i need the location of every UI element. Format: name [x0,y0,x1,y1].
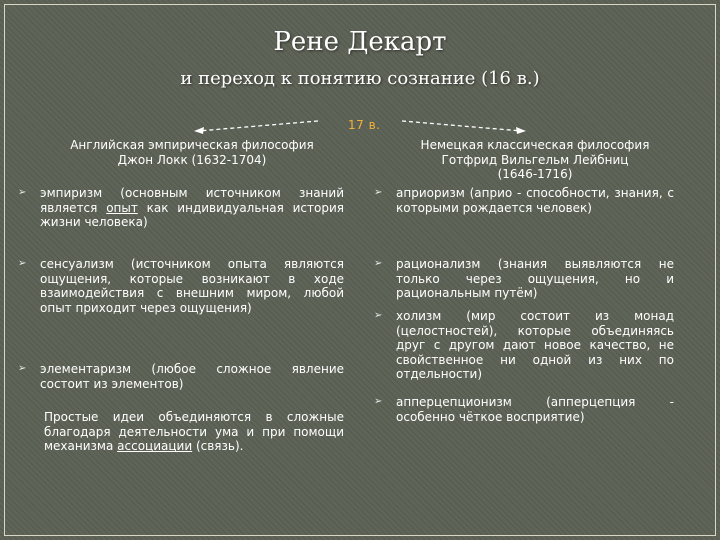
left-item-text: как индивидуальная история жизни человека) [40,200,344,230]
arrowhead-bullet-icon: ➢ [18,258,27,269]
paragraph-text: Простые идеи объединяются в сложные благодаря деятельности ума и при помощи механизма [44,410,344,454]
left-item-empiricism [18,186,344,230]
arrowhead-bullet-icon: ➢ [374,258,383,269]
left-branch-arrow [198,121,318,131]
left-item-text: сенсуализм (источником опыта являются ощущения, которые возникают в ходе взаимодействия с внешним миром, любой опыт приходит через ощущения) [40,257,344,315]
right-item-apperceptionism [374,395,674,424]
branch-arrows [0,0,720,160]
left-arrowhead [194,127,204,134]
left-item-elementarism [18,362,344,391]
paragraph-underlined: ассоциации [117,439,193,454]
slide-subtitle: и переход к понятию сознание (16 в.) [180,68,540,89]
arrowhead-bullet-icon: ➢ [374,187,383,198]
slide-title: Рене Декарт [273,27,447,57]
right-item-apriorism [374,186,674,215]
left-philosopher: Джон Локк (1632-1704) [117,152,267,167]
left-item-text: эмпиризм (основным источником знаний является [40,186,344,215]
left-paragraph [44,410,344,454]
arrowhead-bullet-icon: ➢ [18,187,27,198]
right-item-text: априоризм (априо - способности, знания, с которыми рождается человек) [396,186,674,215]
right-item-rationalism [374,257,674,301]
right-years: (1646-1716) [497,167,573,182]
right-item-text: апперцепционизм (апперцепция - особенно чёткое восприятие) [396,395,674,424]
right-branch-arrow [402,121,522,131]
left-school-name: Английская эмпирическая философия [70,138,314,152]
paragraph-text: (связь). [192,439,244,454]
left-item-text: элементаризм (любое сложное явление состоит из элементов) [40,362,344,391]
right-philosopher: Готфрид Вильгельм Лейбниц [441,152,629,167]
arrowhead-bullet-icon: ➢ [18,363,27,374]
century-label: 17 в. [348,118,381,132]
arrowhead-bullet-icon: ➢ [374,396,383,407]
left-heading [40,138,344,167]
right-heading [396,138,674,182]
right-school-name: Немецкая классическая философия [420,138,650,152]
arrowhead-bullet-icon: ➢ [374,310,383,321]
left-item-underlined: опыт [106,200,138,215]
right-arrowhead [516,127,526,134]
left-item-sensualism [18,257,344,315]
right-item-text: холизм (мир состоит из монад (целостностей), которые объединяясь друг с другом дают новое качество, не свойственное ни одной из них по отдельности) [396,309,674,382]
right-item-holism [374,309,674,382]
right-item-text: рационализм (знания выявляются не только через ощущения, но и рациональным путём) [396,257,674,301]
